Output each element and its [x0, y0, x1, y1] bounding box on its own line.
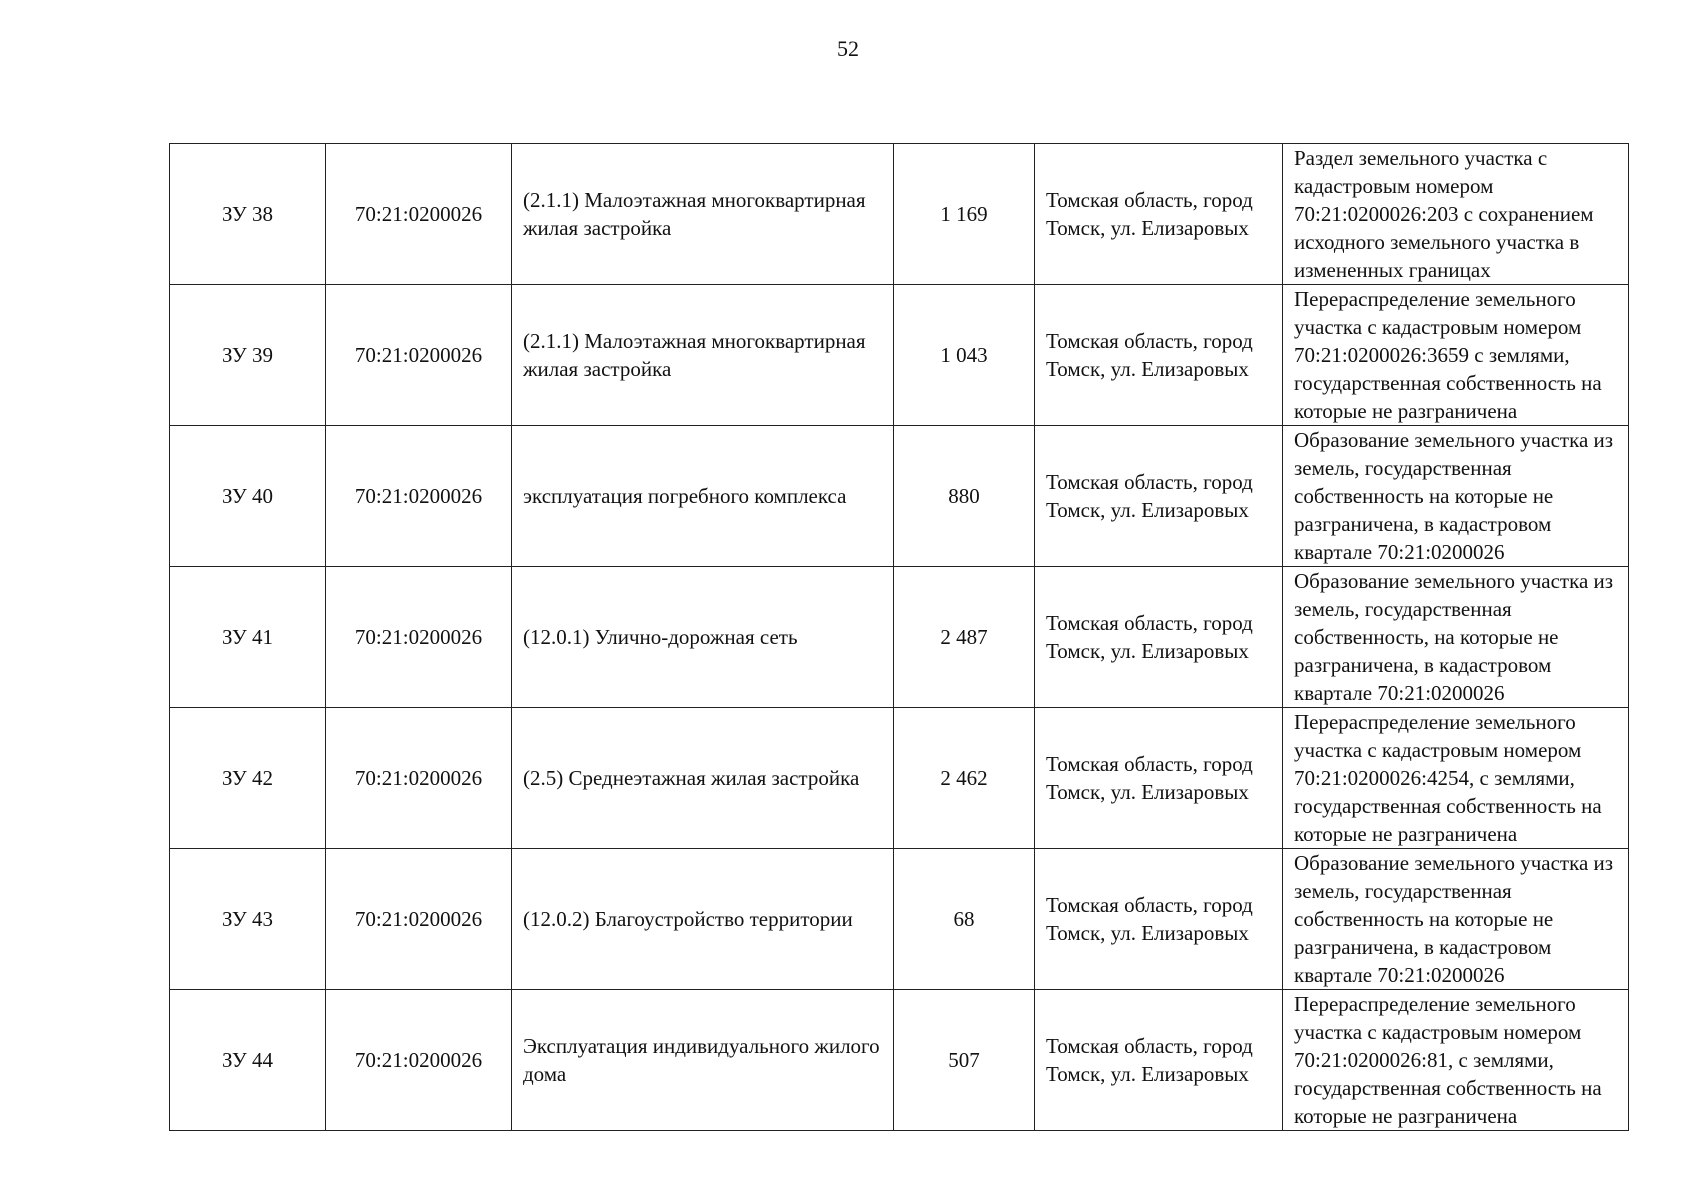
plot-id-cell: ЗУ 39: [170, 285, 326, 426]
land-plots-table: [169, 143, 1629, 1131]
address-cell: Томская область, город Томск, ул. Елизаровых: [1035, 990, 1283, 1131]
permitted-use-cell: (12.0.1) Улично-дорожная сеть: [512, 567, 894, 708]
address-cell: Томская область, город Томск, ул. Елизаровых: [1035, 849, 1283, 990]
cadastral-quarter-cell: 70:21:0200026: [326, 708, 512, 849]
permitted-use-cell: (2.1.1) Малоэтажная многоквартирная жилая застройка: [512, 285, 894, 426]
cadastral-quarter-cell: 70:21:0200026: [326, 567, 512, 708]
formation-method-cell: Раздел земельного участка с кадастровым номером 70:21:0200026:203 с сохранением исходного земельного участка в измененных границах: [1283, 144, 1629, 285]
plot-id-cell: ЗУ 40: [170, 426, 326, 567]
table-row: [170, 990, 1629, 1131]
plot-id-cell: ЗУ 44: [170, 990, 326, 1131]
formation-method-cell: Перераспределение земельного участка с кадастровым номером 70:21:0200026:3659 с землями, государственная собственность на которые не разграничена: [1283, 285, 1629, 426]
area-cell: 507: [894, 990, 1035, 1131]
page-number: 52: [837, 36, 859, 61]
area-cell: 68: [894, 849, 1035, 990]
table-row: [170, 567, 1629, 708]
permitted-use-cell: (12.0.2) Благоустройство территории: [512, 849, 894, 990]
address-cell: Томская область, город Томск, ул. Елизаровых: [1035, 426, 1283, 567]
cadastral-quarter-cell: 70:21:0200026: [326, 849, 512, 990]
area-cell: 880: [894, 426, 1035, 567]
formation-method-cell: Перераспределение земельного участка с кадастровым номером 70:21:0200026:81, с землями, государственная собственность на которые не разграничена: [1283, 990, 1629, 1131]
formation-method-cell: Образование земельного участка из земель, государственная собственность, на которые не разграничена, в кадастровом квартале 70:21:0200026: [1283, 567, 1629, 708]
plot-id-cell: ЗУ 38: [170, 144, 326, 285]
table-row: [170, 849, 1629, 990]
permitted-use-cell: (2.1.1) Малоэтажная многоквартирная жилая застройка: [512, 144, 894, 285]
cadastral-quarter-cell: 70:21:0200026: [326, 426, 512, 567]
plot-id-cell: ЗУ 41: [170, 567, 326, 708]
permitted-use-cell: эксплуатация погребного комплекса: [512, 426, 894, 567]
area-cell: 1 169: [894, 144, 1035, 285]
permitted-use-cell: (2.5) Среднеэтажная жилая застройка: [512, 708, 894, 849]
cadastral-quarter-cell: 70:21:0200026: [326, 990, 512, 1131]
table-row: [170, 426, 1629, 567]
address-cell: Томская область, город Томск, ул. Елизаровых: [1035, 708, 1283, 849]
table-body: [170, 144, 1629, 1131]
table-row: [170, 285, 1629, 426]
area-cell: 2 487: [894, 567, 1035, 708]
plot-id-cell: ЗУ 42: [170, 708, 326, 849]
formation-method-cell: Образование земельного участка из земель, государственная собственность на которые не разграничена, в кадастровом квартале 70:21:0200026: [1283, 426, 1629, 567]
address-cell: Томская область, город Томск, ул. Елизаровых: [1035, 285, 1283, 426]
plot-id-cell: ЗУ 43: [170, 849, 326, 990]
address-cell: Томская область, город Томск, ул. Елизаровых: [1035, 144, 1283, 285]
cadastral-quarter-cell: 70:21:0200026: [326, 144, 512, 285]
permitted-use-cell: Эксплуатация индивидуального жилого дома: [512, 990, 894, 1131]
table-row: [170, 144, 1629, 285]
formation-method-cell: Образование земельного участка из земель, государственная собственность на которые не разграничена, в кадастровом квартале 70:21:0200026: [1283, 849, 1629, 990]
area-cell: 2 462: [894, 708, 1035, 849]
area-cell: 1 043: [894, 285, 1035, 426]
address-cell: Томская область, город Томск, ул. Елизаровых: [1035, 567, 1283, 708]
table-row: [170, 708, 1629, 849]
formation-method-cell: Перераспределение земельного участка с кадастровым номером 70:21:0200026:4254, с землями, государственная собственность на которые не разграничена: [1283, 708, 1629, 849]
cadastral-quarter-cell: 70:21:0200026: [326, 285, 512, 426]
